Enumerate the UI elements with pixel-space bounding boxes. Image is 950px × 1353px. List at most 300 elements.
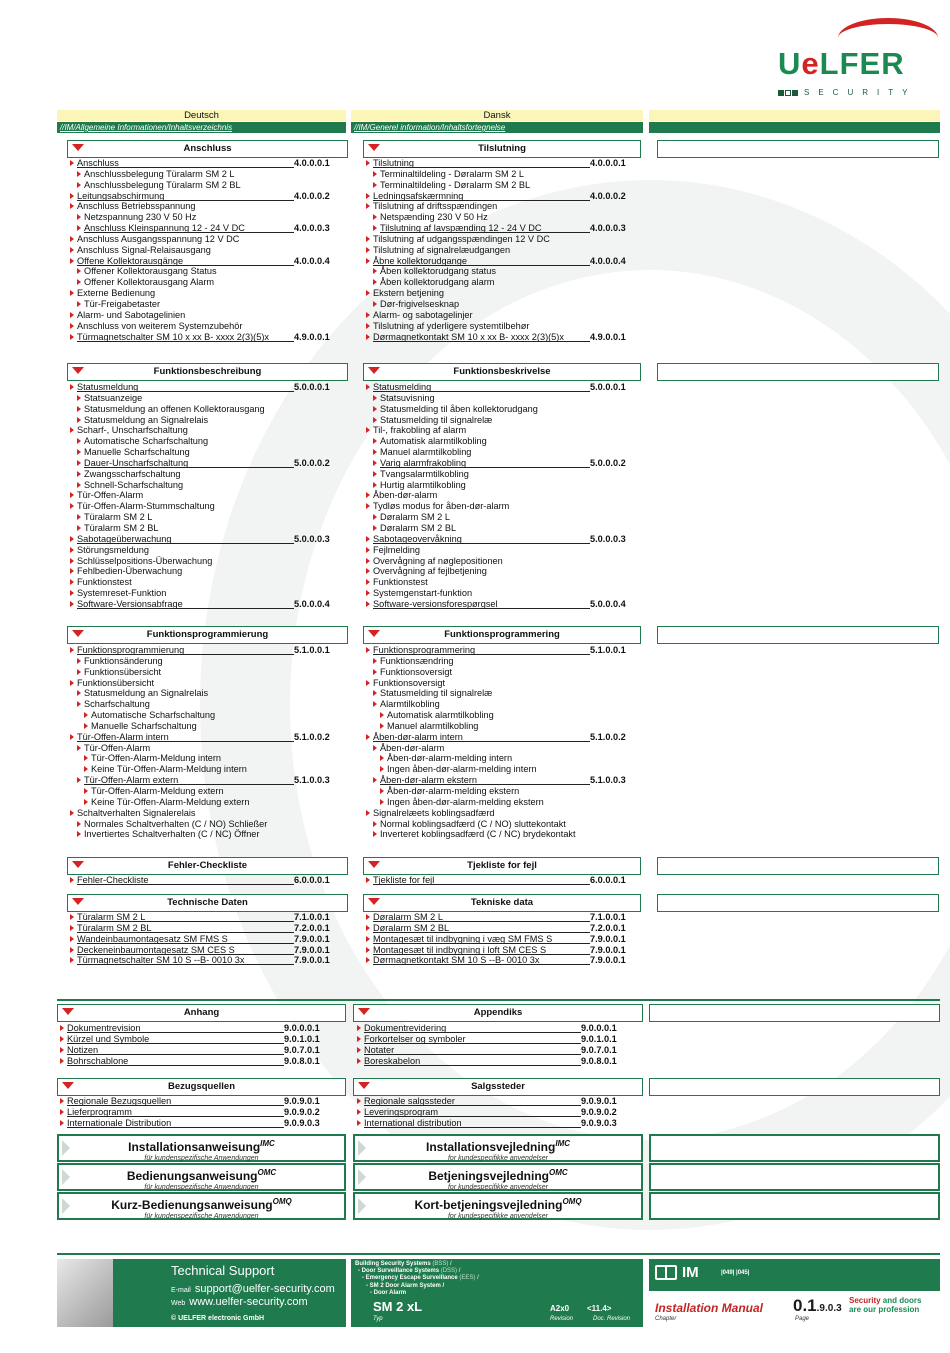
toc-entry[interactable] [366, 277, 652, 288]
toc-entry[interactable] [366, 180, 652, 191]
toc-entry[interactable] [70, 566, 358, 577]
footer-divider [57, 1253, 940, 1255]
chapter-label: Chapter [655, 1316, 677, 1322]
section-header-de[interactable] [67, 626, 348, 644]
toc-entry[interactable] [70, 490, 358, 501]
toc-entry[interactable] [70, 158, 358, 169]
toc-entry[interactable] [70, 875, 358, 886]
arrow-right-icon [70, 193, 74, 199]
section-title: Tilslutning [478, 143, 526, 154]
toc-entry[interactable] [366, 393, 652, 404]
toc-entry[interactable] [366, 512, 652, 523]
doc-link-da[interactable] [353, 1134, 643, 1162]
toc-entry[interactable] [70, 393, 358, 404]
arrow-right-icon [373, 171, 377, 177]
section-header-empty[interactable] [657, 363, 939, 381]
arrow-right-icon [77, 777, 81, 783]
toc-entry-label: Boreskabelon [364, 1056, 581, 1066]
toc-entry[interactable] [60, 1023, 348, 1034]
toc-entry[interactable] [70, 912, 358, 923]
toc-entry[interactable] [366, 169, 652, 180]
toc-entry[interactable] [70, 501, 358, 512]
toc-entry[interactable] [366, 534, 652, 545]
section-header-da[interactable] [353, 1004, 643, 1022]
arrow-right-icon [366, 914, 370, 920]
toc-chapter-number: 6.0.0.0.1 [590, 875, 626, 885]
toc-entry-label: Manuelle Scharfschaltung [84, 447, 190, 458]
arrow-right-icon [70, 680, 74, 686]
toc-list-de [70, 912, 358, 966]
toc-entry[interactable] [366, 764, 652, 775]
toc-entry[interactable] [366, 819, 652, 830]
toc-chapter-number: 5.0.0.0.3 [590, 533, 626, 544]
toc-list-da [366, 875, 652, 886]
support-email-link[interactable]: support@uelfer-security.com [194, 1283, 335, 1295]
doc-title-text: Kurz-Bedienungsanweisung [111, 1198, 273, 1212]
toc-entry[interactable] [70, 721, 358, 732]
toc-entry-label: Statsuanzeige [84, 392, 143, 403]
arrow-right-icon [70, 957, 74, 963]
toc-entry[interactable] [60, 1056, 348, 1067]
toc-entry[interactable] [70, 786, 358, 797]
section-header-empty[interactable] [657, 626, 939, 644]
toc-entry[interactable] [70, 808, 358, 819]
arrow-right-icon [366, 547, 370, 553]
collapse-triangle-icon[interactable] [62, 1082, 74, 1089]
toc-entry[interactable] [70, 223, 358, 234]
arrow-right-icon [70, 236, 74, 242]
toc-entry-label: Zwangsscharfschaltung [84, 468, 181, 479]
section-header-da[interactable] [363, 140, 641, 158]
section-title: Fehler-Checkliste [167, 860, 248, 871]
toc-chapter-number: 5.1.0.0.2 [590, 731, 626, 742]
toc-entry-label: Anschluss Betriebsspannung [77, 201, 196, 212]
section-header-de[interactable] [67, 857, 348, 875]
toc-chapter-number: 4.0.0.0.4 [294, 255, 330, 266]
toc-entry[interactable] [70, 310, 358, 321]
toc-entry[interactable] [366, 523, 652, 534]
toc-entry-label: Fehler-Checkliste [77, 875, 294, 885]
breadcrumb-dansk[interactable]: //IM/Generel information/Inhaltsfortegnelse [351, 122, 643, 133]
toc-entry-label: Statsuvisning [380, 392, 435, 403]
toc-entry[interactable] [70, 556, 358, 567]
toc-entry[interactable] [366, 566, 652, 577]
toc-entry[interactable] [70, 436, 358, 447]
technical-support-panel [57, 1259, 346, 1327]
toc-entry[interactable] [70, 678, 358, 689]
toc-entry[interactable] [70, 710, 358, 721]
toc-entry[interactable] [70, 523, 358, 534]
toc-entry-label: Systemreset-Funktion [77, 588, 167, 599]
toc-entry[interactable] [366, 310, 652, 321]
toc-entry-label: Tjekliste for fejl [373, 875, 590, 885]
toc-entry-label: Keine Tür-Offen-Alarm-Meldung extern [91, 796, 250, 807]
collapse-triangle-icon[interactable] [72, 367, 84, 374]
toc-entry[interactable] [70, 469, 358, 480]
toc-entry-label: Åben-dør-alarm [380, 742, 445, 753]
toc-entry[interactable] [70, 819, 358, 830]
toc-entry[interactable] [70, 764, 358, 775]
toc-entry[interactable] [366, 934, 652, 945]
section-header-da[interactable] [363, 857, 641, 875]
toc-entry[interactable] [70, 245, 358, 256]
collapse-triangle-icon[interactable] [72, 144, 84, 151]
toc-entry-label: Manuelle Scharfschaltung [91, 720, 197, 731]
toc-chapter-number: 7.9.0.0.1 [294, 944, 330, 955]
toc-entry-label: Funktionsübersicht [77, 677, 155, 688]
toc-entry[interactable] [366, 332, 652, 343]
doc-subtitle: for kundespecifikke anvendelser [447, 1213, 548, 1220]
support-web-link[interactable]: www.uelfer-security.com [189, 1296, 308, 1308]
doc-title-sup: IMC [260, 1139, 275, 1148]
toc-entry-label: Schaltverhalten Signalerelais [77, 807, 196, 818]
doc-link-de[interactable] [57, 1134, 346, 1162]
doc-link-de[interactable] [57, 1163, 346, 1191]
collapse-triangle-icon[interactable] [368, 898, 380, 905]
section-header-de[interactable] [67, 140, 348, 158]
collapse-triangle-icon[interactable] [368, 861, 380, 868]
arrow-right-icon [366, 936, 370, 942]
toc-entry[interactable] [70, 797, 358, 808]
toc-entry-label: Offener Kollektorausgang Status [84, 266, 217, 277]
toc-entry[interactable] [366, 321, 652, 332]
toc-chapter-number: 9.0.8.0.1 [284, 1055, 320, 1066]
toc-entry[interactable] [366, 721, 652, 732]
column-header-empty [649, 110, 940, 121]
arrow-right-icon [373, 279, 377, 285]
toc-entry[interactable] [357, 1056, 643, 1067]
arrow-right-icon [366, 925, 370, 931]
toc-chapter-number: 7.9.0.0.1 [294, 955, 330, 966]
section-header-de[interactable] [57, 1004, 346, 1022]
toc-entry[interactable] [366, 808, 652, 819]
toc-entry[interactable] [70, 332, 358, 343]
toc-entry[interactable] [70, 321, 358, 332]
toc-entry[interactable] [366, 480, 652, 491]
toc-entry-label: Anschluss Signal-Relaisausgang [77, 244, 211, 255]
toc-entry[interactable] [366, 469, 652, 480]
toc-entry[interactable] [70, 288, 358, 299]
toc-entry[interactable] [70, 545, 358, 556]
toc-entry-label: Åben-dør-alarm-melding intern [387, 753, 513, 764]
toc-entry[interactable] [70, 645, 358, 656]
toc-entry-label: Externe Bedienung [77, 288, 156, 299]
toc-entry[interactable] [70, 829, 358, 840]
copyright: © UELFER electronic GmbH [171, 1315, 265, 1322]
toc-entry[interactable] [70, 732, 358, 743]
section-header-de[interactable] [57, 1078, 346, 1096]
collapse-triangle-icon[interactable] [62, 1008, 74, 1015]
arrow-right-icon [60, 1058, 64, 1064]
arrow-right-icon [357, 1109, 361, 1115]
toc-entry[interactable] [70, 256, 358, 267]
collapse-triangle-icon[interactable] [72, 630, 84, 637]
toc-entry-label: Netspænding 230 V 50 Hz [380, 212, 488, 223]
toc-entry[interactable] [60, 1107, 348, 1118]
doc-link-de[interactable] [57, 1192, 346, 1220]
arrow-right-icon [366, 536, 370, 542]
arrow-right-icon [373, 821, 377, 827]
collapse-triangle-icon[interactable] [358, 1008, 370, 1015]
doc-link-ex[interactable] [649, 1192, 940, 1220]
toc-entry[interactable] [366, 588, 652, 599]
toc-entry[interactable] [70, 599, 358, 610]
collapse-triangle-icon[interactable] [368, 630, 380, 637]
toc-entry[interactable] [366, 732, 652, 743]
toc-entry[interactable] [366, 599, 652, 610]
collapse-triangle-icon[interactable] [72, 898, 84, 905]
toc-entry[interactable] [366, 490, 652, 501]
arrow-right-icon [373, 406, 377, 412]
toc-entry[interactable] [70, 588, 358, 599]
arrow-right-icon [373, 690, 377, 696]
arrow-right-icon [77, 214, 81, 220]
toc-entry-label: Funktionstest [77, 577, 132, 588]
toc-entry[interactable] [357, 1023, 643, 1034]
toc-entry-label: Störungsmeldung [77, 544, 150, 555]
toc-entry[interactable] [366, 775, 652, 786]
doc-subtitle: for kundespecifikke anvendelser [447, 1155, 548, 1162]
toc-entry[interactable] [366, 829, 652, 840]
toc-entry[interactable] [70, 945, 358, 956]
arrow-right-icon [77, 279, 81, 285]
toc-entry[interactable] [70, 447, 358, 458]
toc-entry[interactable] [70, 382, 358, 393]
collapse-triangle-icon[interactable] [358, 1082, 370, 1089]
toc-entry[interactable] [357, 1096, 643, 1107]
toc-entry[interactable] [366, 875, 652, 886]
arrow-right-icon [366, 503, 370, 509]
toc-list-da [366, 912, 652, 966]
doc-link-da[interactable] [353, 1163, 643, 1191]
toc-entry-label: Varig alarmfrakobling [380, 458, 590, 468]
toc-entry[interactable] [366, 288, 652, 299]
toc-entry[interactable] [70, 699, 358, 710]
arrow-right-icon [358, 1169, 366, 1185]
column-header-deutsch: Deutsch [57, 110, 346, 121]
toc-entry[interactable] [366, 458, 652, 469]
arrow-right-icon [70, 579, 74, 585]
toc-entry[interactable] [70, 404, 358, 415]
arrow-right-icon [373, 831, 377, 837]
toc-entry[interactable] [366, 786, 652, 797]
toc-entry[interactable] [70, 656, 358, 667]
toc-entry-label: Montagesæt til indbygning i loft SM CES S [373, 945, 590, 955]
toc-entry[interactable] [366, 678, 652, 689]
toc-entry[interactable] [366, 266, 652, 277]
toc-entry[interactable] [70, 934, 358, 945]
arrow-right-icon [70, 925, 74, 931]
toc-entry[interactable] [366, 436, 652, 447]
toc-entry[interactable] [366, 945, 652, 956]
toc-entry[interactable] [70, 753, 358, 764]
section-header-da[interactable] [363, 894, 641, 912]
toc-entry[interactable] [70, 191, 358, 202]
toc-entry[interactable] [366, 382, 652, 393]
toc-entry[interactable] [70, 425, 358, 436]
toc-entry[interactable] [70, 277, 358, 288]
doc-link-ex[interactable] [649, 1134, 940, 1162]
arrow-right-icon [70, 384, 74, 390]
toc-entry[interactable] [366, 656, 652, 667]
toc-entry[interactable] [366, 299, 652, 310]
toc-chapter-number: 9.0.9.0.2 [581, 1106, 617, 1117]
toc-entry[interactable] [70, 299, 358, 310]
toc-entry[interactable] [70, 480, 358, 491]
manual-title: Installation Manual [655, 1301, 764, 1315]
product-info-panel [351, 1259, 643, 1327]
toc-entry[interactable] [60, 1096, 348, 1107]
toc-entry[interactable] [70, 534, 358, 545]
toc-chapter-number: 5.1.0.0.1 [294, 645, 330, 655]
toc-entry[interactable] [366, 699, 652, 710]
toc-entry[interactable] [366, 201, 652, 212]
section-header-da[interactable] [353, 1078, 643, 1096]
logo-subline [778, 88, 938, 97]
toc-entry[interactable] [70, 923, 358, 934]
toc-entry-label: Ledningsafskærmning [373, 191, 590, 201]
toc-entry[interactable] [366, 556, 652, 567]
toc-entry[interactable] [70, 512, 358, 523]
doc-title-sup: IMC [555, 1139, 571, 1148]
toc-entry[interactable] [366, 577, 652, 588]
toc-entry[interactable] [70, 667, 358, 678]
toc-list-de [70, 645, 358, 840]
toc-entry[interactable] [366, 688, 652, 699]
toc-chapter-number: 4.0.0.0.2 [294, 190, 330, 201]
toc-entry[interactable] [357, 1107, 643, 1118]
toc-entry[interactable] [70, 955, 358, 966]
toc-entry[interactable] [70, 775, 358, 786]
toc-entry[interactable] [366, 245, 652, 256]
toc-entry-label: Funktionsänderung [84, 655, 163, 666]
toc-entry[interactable] [366, 191, 652, 202]
toc-entry-label: International distribution [364, 1118, 581, 1128]
toc-entry[interactable] [70, 266, 358, 277]
toc-entry[interactable] [366, 743, 652, 754]
toc-entry[interactable] [366, 256, 652, 267]
toc-entry[interactable] [70, 201, 358, 212]
collapse-triangle-icon[interactable] [72, 861, 84, 868]
toc-entry[interactable] [70, 458, 358, 469]
section-header-de[interactable] [67, 363, 348, 381]
toc-chapter-number: 9.0.9.0.1 [581, 1096, 617, 1106]
toc-chapter-number: 4.0.0.0.1 [590, 158, 626, 168]
toc-entry[interactable] [70, 234, 358, 245]
toc-entry[interactable] [357, 1045, 643, 1056]
toc-entry-label: Regionale salgssteder [364, 1096, 581, 1106]
toc-entry[interactable] [366, 501, 652, 512]
web-label: Web [171, 1300, 186, 1307]
support-email-line [171, 1283, 335, 1295]
toc-entry[interactable] [366, 545, 652, 556]
toc-chapter-number: 9.0.9.0.3 [581, 1117, 617, 1128]
arrow-right-icon [366, 258, 370, 264]
section-header-da[interactable] [363, 626, 641, 644]
arrow-right-icon [70, 547, 74, 553]
toc-entry[interactable] [70, 415, 358, 426]
doc-title-sup: OMQ [272, 1197, 292, 1206]
collapse-triangle-icon[interactable] [368, 367, 380, 374]
toc-entry[interactable] [70, 743, 358, 754]
doc-link-ex[interactable] [649, 1163, 940, 1191]
toc-entry[interactable] [366, 234, 652, 245]
toc-entry[interactable] [70, 577, 358, 588]
toc-entry-label: Tür-Offen-Alarm-Meldung extern [91, 785, 224, 796]
section-header-empty[interactable] [657, 140, 939, 158]
toc-entry-label: Schnell-Scharfschaltung [84, 479, 184, 490]
toc-entry[interactable] [366, 710, 652, 721]
arrow-right-icon [77, 395, 81, 401]
toc-entry[interactable] [357, 1118, 643, 1129]
toc-entry[interactable] [366, 797, 652, 808]
toc-entry[interactable] [60, 1034, 348, 1045]
toc-entry-label: Netzspannung 230 V 50 Hz [84, 212, 197, 223]
section-header-empty[interactable] [657, 894, 939, 912]
doc-link-da[interactable] [353, 1192, 643, 1220]
toc-entry[interactable] [366, 415, 652, 426]
arrow-right-icon [366, 957, 370, 963]
toc-entry-label: Normales Schaltverhalten (C / NO) Schließer [84, 818, 268, 829]
toc-entry[interactable] [366, 223, 652, 234]
section-title: Funktionsprogrammering [444, 629, 560, 640]
toc-entry-label: Systemgenstart-funktion [373, 588, 473, 599]
section-header-empty[interactable] [649, 1004, 940, 1022]
toc-entry[interactable] [366, 447, 652, 458]
toc-entry-label: Funktionsoversigt [380, 666, 453, 677]
arrow-right-icon [70, 258, 74, 264]
arrow-right-icon [373, 460, 377, 466]
toc-entry[interactable] [70, 180, 358, 191]
logo-u: U [778, 46, 802, 81]
toc-entry[interactable] [366, 404, 652, 415]
toc-entry-label: Anschluss von weiterem Systemzubehör [77, 320, 243, 331]
toc-entry[interactable] [70, 169, 358, 180]
toc-entry[interactable] [366, 158, 652, 169]
toc-entry[interactable] [70, 688, 358, 699]
arrow-right-icon [70, 160, 74, 166]
arrow-right-icon [77, 482, 81, 488]
toc-entry-label: Anschlussbelegung Türalarm SM 2 L [84, 168, 235, 179]
toc-entry[interactable] [366, 912, 652, 923]
doc-title-sup: OMQ [562, 1197, 582, 1206]
section-header-de[interactable] [67, 894, 348, 912]
toc-entry[interactable] [366, 425, 652, 436]
section-header-da[interactable] [363, 363, 641, 381]
toc-entry[interactable] [366, 753, 652, 764]
arrow-right-icon [77, 514, 81, 520]
toc-entry[interactable] [366, 212, 652, 223]
toc-entry[interactable] [366, 645, 652, 656]
toc-entry-label: Forkortelser og symboler [364, 1034, 581, 1044]
toc-entry[interactable] [60, 1045, 348, 1056]
toc-entry[interactable] [366, 667, 652, 678]
arrow-right-icon [380, 799, 384, 805]
doc-title-text: Kort-betjeningsvejledning [414, 1198, 563, 1212]
breadcrumb-deutsch[interactable]: //IM/Allgemeine Informationen/Inhaltsverzeichnis [57, 122, 346, 133]
toc-list-de [60, 1023, 348, 1066]
toc-entry[interactable] [60, 1118, 348, 1129]
toc-entry-label: Tilslutning [373, 158, 590, 168]
arrow-right-icon [380, 755, 384, 761]
toc-entry[interactable] [366, 955, 652, 966]
section-header-empty[interactable] [657, 857, 939, 875]
section-header-empty[interactable] [649, 1078, 940, 1096]
toc-entry[interactable] [70, 212, 358, 223]
collapse-triangle-icon[interactable] [368, 144, 380, 151]
toc-entry[interactable] [366, 923, 652, 934]
toc-entry[interactable] [357, 1034, 643, 1045]
